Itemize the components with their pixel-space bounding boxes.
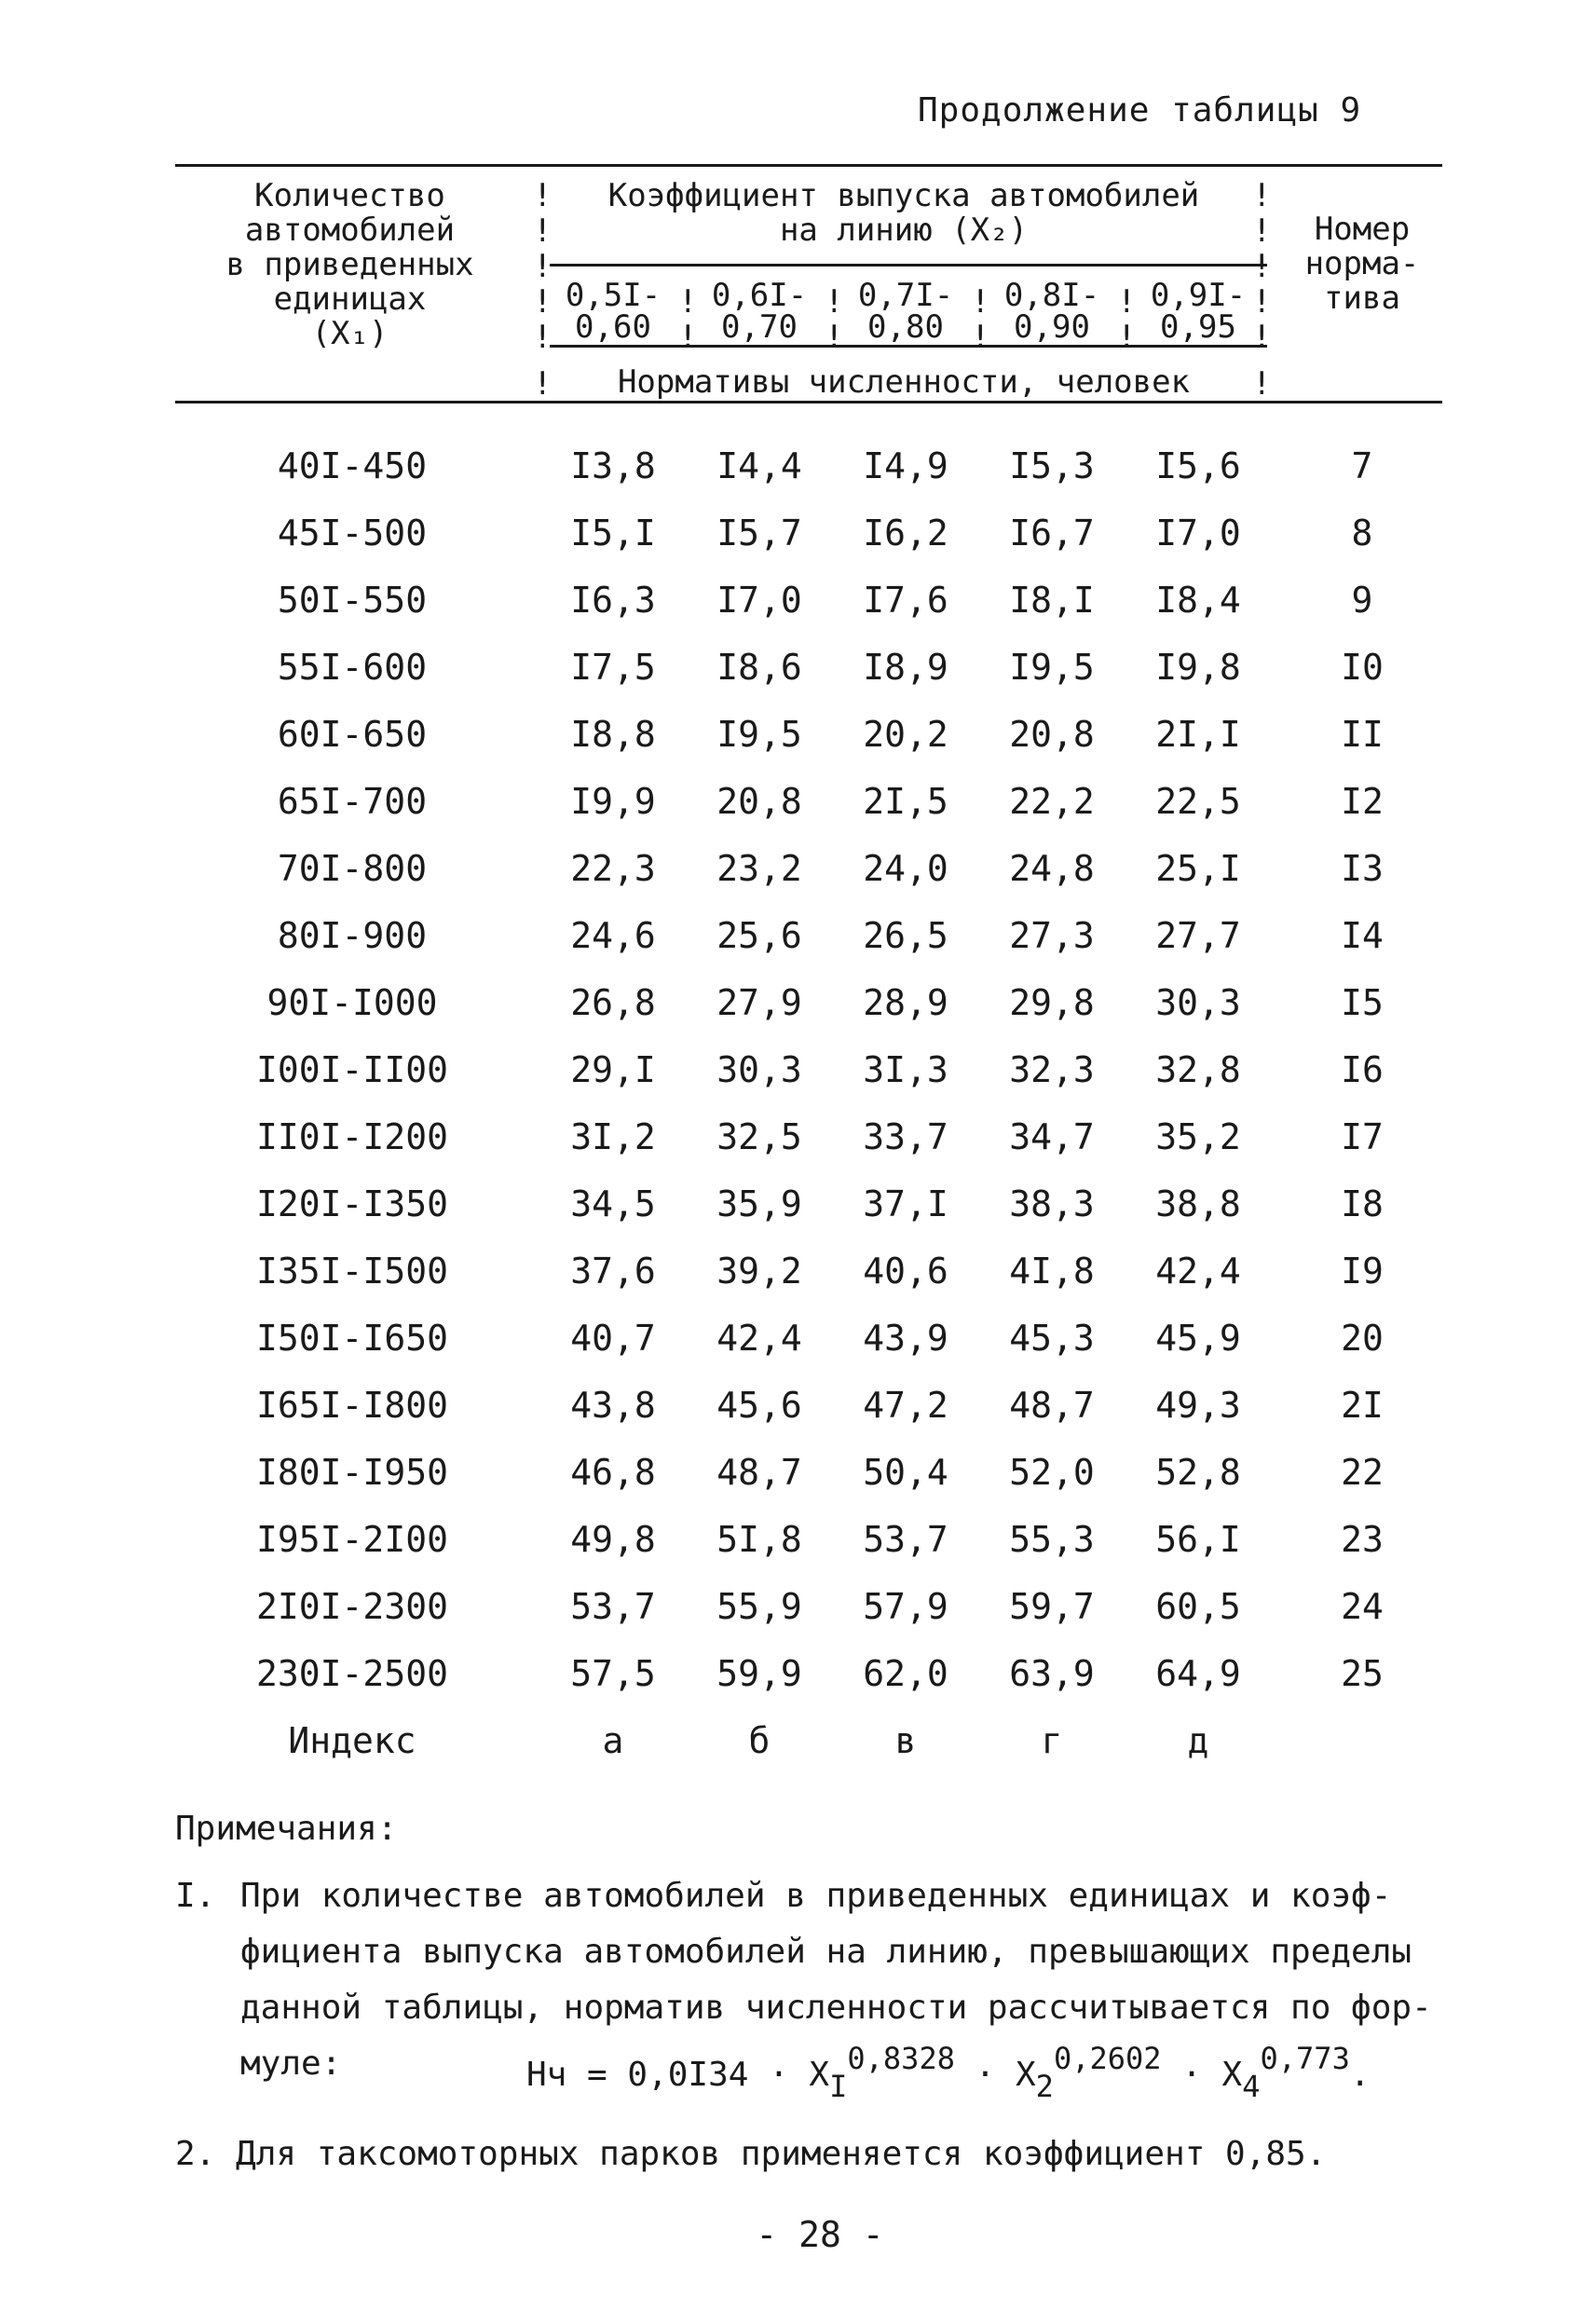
cell-value: 43,8: [570, 1385, 656, 1426]
table-row: [0, 445, 1596, 501]
cell-vehicle-range: I65I-I800: [256, 1385, 448, 1426]
cell-value: 27,3: [1009, 915, 1095, 956]
cell-norm-number: 23: [1341, 1519, 1384, 1560]
cell-value: 57,5: [570, 1653, 656, 1694]
cell-value: I6,2: [863, 513, 948, 554]
header-quantity: [175, 179, 525, 351]
separator-mark: !: [533, 283, 552, 321]
separator-mark: !: [825, 283, 844, 321]
cell-value: 42,4: [1155, 1251, 1241, 1292]
table-row: [0, 1318, 1596, 1374]
cell-vehicle-range: 230I-2500: [256, 1653, 448, 1694]
header-norm-number-line: тива: [1324, 280, 1400, 317]
cell-value: 53,7: [863, 1519, 948, 1560]
cell-vehicle-range: 90I-I000: [266, 982, 438, 1023]
cell-value: 48,7: [716, 1452, 802, 1493]
header-range-1: [689, 277, 829, 346]
cell-norm-number: 20: [1341, 1318, 1384, 1359]
header-quantity-line: Количество: [254, 177, 445, 214]
table-continuation-caption: Продолжение таблицы 9: [918, 91, 1362, 130]
cell-value: 22,5: [1155, 781, 1241, 822]
cell-value: 57,9: [863, 1586, 948, 1627]
table-row: [0, 647, 1596, 703]
formula-exp-2: 0,2602: [1053, 2041, 1162, 2076]
cell-norm-number: I9: [1341, 1251, 1384, 1292]
range-from: 0,6I-: [711, 277, 808, 314]
cell-value: 37,I: [863, 1183, 948, 1224]
header-norm-label: Нормативы численности, человек: [617, 363, 1191, 401]
cell-vehicle-range: I20I-I350: [256, 1183, 448, 1224]
table-row: [0, 1452, 1596, 1508]
index-row: [0, 1720, 1596, 1776]
cell-value: 23,2: [716, 848, 802, 889]
cell-norm-number: 9: [1351, 580, 1373, 621]
cell-norm-number: II: [1341, 714, 1384, 755]
cell-value: 32,5: [716, 1116, 802, 1157]
cell-value: I8,8: [570, 714, 656, 755]
header-coefficient-line: Коэффициент выпуска автомобилей: [607, 177, 1200, 214]
cell-value: I9,5: [716, 714, 802, 755]
header-range-3: [982, 277, 1122, 346]
cell-value: 34,5: [570, 1183, 656, 1224]
cell-value: 32,3: [1009, 1049, 1095, 1090]
cell-value: 43,9: [863, 1318, 948, 1359]
header-quantity-line: в приведенных: [225, 246, 474, 283]
header-range-divider: [550, 345, 1267, 348]
formula-sub-3: 4: [1242, 2069, 1261, 2104]
cell-value: 24,6: [570, 915, 656, 956]
cell-value: 59,7: [1009, 1586, 1095, 1627]
table-row: [0, 1653, 1596, 1709]
cell-value: 2I,I: [1155, 714, 1241, 755]
formula-term-2: · X: [954, 2056, 1036, 2094]
cell-value: 45,6: [716, 1385, 802, 1426]
table-row: [0, 714, 1596, 770]
cell-norm-number: I7: [1341, 1116, 1384, 1157]
cell-value: 24,0: [863, 848, 948, 889]
cell-vehicle-range: I50I-I650: [256, 1318, 448, 1359]
separator-mark: !: [971, 283, 990, 321]
cell-norm-number: 8: [1351, 513, 1373, 554]
separator-mark: !: [1252, 283, 1272, 321]
cell-value: 5I,8: [716, 1519, 802, 1560]
range-from: 0,8I-: [1003, 277, 1100, 314]
cell-value: I9,9: [570, 781, 656, 822]
cell-value: I5,7: [716, 513, 802, 554]
index-label: Индекс: [288, 1720, 416, 1761]
separator-mark: !: [971, 319, 990, 356]
cell-vehicle-range: 45I-500: [277, 513, 428, 554]
cell-value: I7,0: [1155, 513, 1241, 554]
cell-norm-number: 24: [1341, 1586, 1384, 1627]
header-norm-number: [1278, 212, 1446, 316]
header-quantity-line: (X₁): [311, 315, 389, 352]
separator-mark: !: [678, 319, 698, 356]
table-row: [0, 1049, 1596, 1105]
cell-value: 22,2: [1009, 781, 1095, 822]
table-row: [0, 1586, 1596, 1642]
cell-value: I5,I: [570, 513, 656, 554]
note-1-number: I.: [175, 1877, 216, 1915]
range-to: 0,90: [1014, 308, 1090, 346]
cell-value: I4,4: [716, 445, 802, 486]
separator-mark: !: [1252, 319, 1272, 356]
range-from: 0,9I-: [1150, 277, 1247, 314]
index-letter: д: [1187, 1720, 1209, 1761]
cell-vehicle-range: II0I-I200: [256, 1116, 448, 1157]
cell-value: 4I,8: [1009, 1251, 1095, 1292]
cell-vehicle-range: 65I-700: [277, 781, 428, 822]
header-norm-number-line: Номер: [1314, 211, 1411, 248]
separator-mark: !: [1252, 212, 1272, 250]
table-row: [0, 1385, 1596, 1441]
cell-value: 62,0: [863, 1653, 948, 1694]
range-from: 0,5I-: [565, 277, 662, 314]
range-to: 0,60: [575, 308, 651, 346]
separator-mark: !: [678, 283, 698, 321]
cell-value: 29,I: [570, 1049, 656, 1090]
cell-value: 24,8: [1009, 848, 1095, 889]
cell-vehicle-range: 40I-450: [277, 445, 428, 486]
header-coefficient-line: на линию (X₂): [779, 212, 1029, 249]
cell-value: 40,7: [570, 1318, 656, 1359]
page-number: - 28 -: [756, 2214, 884, 2255]
table-top-rule: [175, 164, 1442, 167]
cell-value: 40,6: [863, 1251, 948, 1292]
cell-value: 35,2: [1155, 1116, 1241, 1157]
cell-value: I9,8: [1155, 647, 1241, 688]
cell-value: 20,8: [1009, 714, 1095, 755]
cell-value: 25,I: [1155, 848, 1241, 889]
table-row: [0, 1116, 1596, 1172]
index-letter: а: [602, 1720, 624, 1761]
cell-value: 45,3: [1009, 1318, 1095, 1359]
range-to: 0,80: [867, 308, 944, 346]
formula-term-3: · X: [1161, 2056, 1243, 2094]
separator-mark: !: [1117, 319, 1137, 356]
table-row: [0, 1251, 1596, 1306]
cell-value: 30,3: [716, 1049, 802, 1090]
cell-value: 55,9: [716, 1586, 802, 1627]
cell-vehicle-range: 60I-650: [277, 714, 428, 755]
index-letter: в: [894, 1720, 917, 1761]
cell-norm-number: 2I: [1341, 1385, 1384, 1426]
cell-value: 22,3: [570, 848, 656, 889]
index-letter: б: [748, 1720, 771, 1761]
range-to: 0,95: [1160, 308, 1236, 346]
cell-vehicle-range: 70I-800: [277, 848, 428, 889]
cell-value: I8,6: [716, 647, 802, 688]
cell-value: I6,7: [1009, 513, 1095, 554]
cell-value: 49,8: [570, 1519, 656, 1560]
cell-value: I7,5: [570, 647, 656, 688]
formula-exp-1: 0,8328: [847, 2041, 955, 2076]
cell-value: 26,8: [570, 982, 656, 1023]
header-coefficient: [559, 179, 1248, 248]
separator-mark: !: [533, 177, 552, 214]
cell-value: 45,9: [1155, 1318, 1241, 1359]
cell-value: 3I,2: [570, 1116, 656, 1157]
table-row: [0, 915, 1596, 971]
cell-value: I6,3: [570, 580, 656, 621]
cell-value: 53,7: [570, 1586, 656, 1627]
cell-value: 20,8: [716, 781, 802, 822]
cell-vehicle-range: 80I-900: [277, 915, 428, 956]
cell-norm-number: I8: [1341, 1183, 1384, 1224]
cell-value: 27,9: [716, 982, 802, 1023]
cell-norm-number: I2: [1341, 781, 1384, 822]
cell-norm-number: I5: [1341, 982, 1384, 1023]
cell-value: 49,3: [1155, 1385, 1241, 1426]
formula-end: .: [1349, 2056, 1371, 2094]
cell-value: 3I,3: [863, 1049, 948, 1090]
cell-norm-number: I3: [1341, 848, 1384, 889]
cell-value: 26,5: [863, 915, 948, 956]
cell-value: 2I,5: [863, 781, 948, 822]
cell-value: I8,4: [1155, 580, 1241, 621]
index-letter: г: [1041, 1720, 1063, 1761]
separator-mark: !: [533, 365, 552, 403]
range-to: 0,70: [721, 308, 798, 346]
cell-value: 20,2: [863, 714, 948, 755]
cell-value: I7,0: [716, 580, 802, 621]
header-quantity-line: автомобилей: [244, 212, 456, 249]
cell-value: 64,9: [1155, 1653, 1241, 1694]
table-row: [0, 1183, 1596, 1239]
cell-value: I3,8: [570, 445, 656, 486]
cell-vehicle-range: I95I-2I00: [256, 1519, 448, 1560]
table-row: [0, 848, 1596, 904]
separator-mark: !: [533, 319, 552, 356]
cell-norm-number: 25: [1341, 1653, 1384, 1694]
cell-value: 50,4: [863, 1452, 948, 1493]
table-row: [0, 580, 1596, 636]
cell-value: I8,I: [1009, 580, 1095, 621]
cell-norm-number: I6: [1341, 1049, 1384, 1090]
cell-value: 55,3: [1009, 1519, 1095, 1560]
header-range-2: [836, 277, 975, 346]
cell-value: 59,9: [716, 1653, 802, 1694]
formula: [526, 2041, 1371, 2104]
note-1-text: При количестве автомобилей в приведенных единицах и коэф-фициента выпуска автомобилей на линию, превышающих пределы данной таблицы, норматив численности рассчитывается по фор-муле:: [240, 1877, 1432, 2083]
header-quantity-line: единицах: [273, 280, 427, 318]
cell-value: 63,9: [1009, 1653, 1095, 1694]
separator-mark: !: [1252, 248, 1272, 285]
cell-vehicle-range: 55I-600: [277, 647, 428, 688]
table-row: [0, 513, 1596, 568]
cell-value: 42,4: [716, 1318, 802, 1359]
cell-value: 38,8: [1155, 1183, 1241, 1224]
cell-norm-number: I0: [1341, 647, 1384, 688]
cell-value: 52,0: [1009, 1452, 1095, 1493]
cell-value: 25,6: [716, 915, 802, 956]
cell-value: I5,3: [1009, 445, 1095, 486]
cell-norm-number: I4: [1341, 915, 1384, 956]
cell-vehicle-range: I00I-II00: [256, 1049, 448, 1090]
cell-value: 46,8: [570, 1452, 656, 1493]
formula-lhs: Нч = 0,0I34 · X: [526, 2056, 830, 2094]
range-from: 0,7I-: [857, 277, 954, 314]
header-range-4: [1128, 277, 1268, 346]
cell-norm-number: 7: [1351, 445, 1373, 486]
cell-value: 35,9: [716, 1183, 802, 1224]
cell-vehicle-range: 50I-550: [277, 580, 428, 621]
separator-mark: !: [1117, 283, 1137, 321]
cell-value: 37,6: [570, 1251, 656, 1292]
table-row: [0, 1519, 1596, 1575]
header-norm-number-line: норма-: [1304, 245, 1420, 282]
header-bottom-rule: [175, 401, 1442, 403]
separator-mark: !: [825, 319, 844, 356]
cell-value: 52,8: [1155, 1452, 1241, 1493]
cell-value: 30,3: [1155, 982, 1241, 1023]
table-row: [0, 781, 1596, 837]
cell-vehicle-range: I80I-I950: [256, 1452, 448, 1493]
cell-value: 60,5: [1155, 1586, 1241, 1627]
cell-value: I4,9: [863, 445, 948, 486]
formula-sub-2: 2: [1035, 2069, 1054, 2104]
cell-norm-number: 22: [1341, 1452, 1384, 1493]
header-range-0: [543, 277, 683, 346]
cell-value: 33,7: [863, 1116, 948, 1157]
cell-value: I7,6: [863, 580, 948, 621]
separator-mark: !: [533, 212, 552, 250]
notes-title: Примечания:: [175, 1810, 398, 1848]
cell-value: I5,6: [1155, 445, 1241, 486]
separator-mark: !: [533, 248, 552, 285]
cell-value: 48,7: [1009, 1385, 1095, 1426]
formula-sub-1: I: [829, 2069, 848, 2104]
cell-value: 38,3: [1009, 1183, 1095, 1224]
separator-mark: !: [1252, 365, 1272, 403]
cell-value: I8,9: [863, 647, 948, 688]
cell-vehicle-range: I35I-I500: [256, 1251, 448, 1292]
formula-exp-3: 0,773: [1260, 2041, 1350, 2076]
header-coefficient-divider: [550, 264, 1267, 267]
note-2: 2. Для таксомоторных парков применяется коэффициент 0,85.: [175, 2135, 1327, 2173]
cell-value: 29,8: [1009, 982, 1095, 1023]
cell-value: 34,7: [1009, 1116, 1095, 1157]
cell-value: 27,7: [1155, 915, 1241, 956]
separator-mark: !: [1252, 177, 1272, 214]
cell-value: I9,5: [1009, 647, 1095, 688]
cell-vehicle-range: 2I0I-2300: [256, 1586, 448, 1627]
cell-value: 32,8: [1155, 1049, 1241, 1090]
cell-value: 28,9: [863, 982, 948, 1023]
cell-value: 39,2: [716, 1251, 802, 1292]
table-row: [0, 982, 1596, 1038]
cell-value: 47,2: [863, 1385, 948, 1426]
cell-value: 56,I: [1155, 1519, 1241, 1560]
